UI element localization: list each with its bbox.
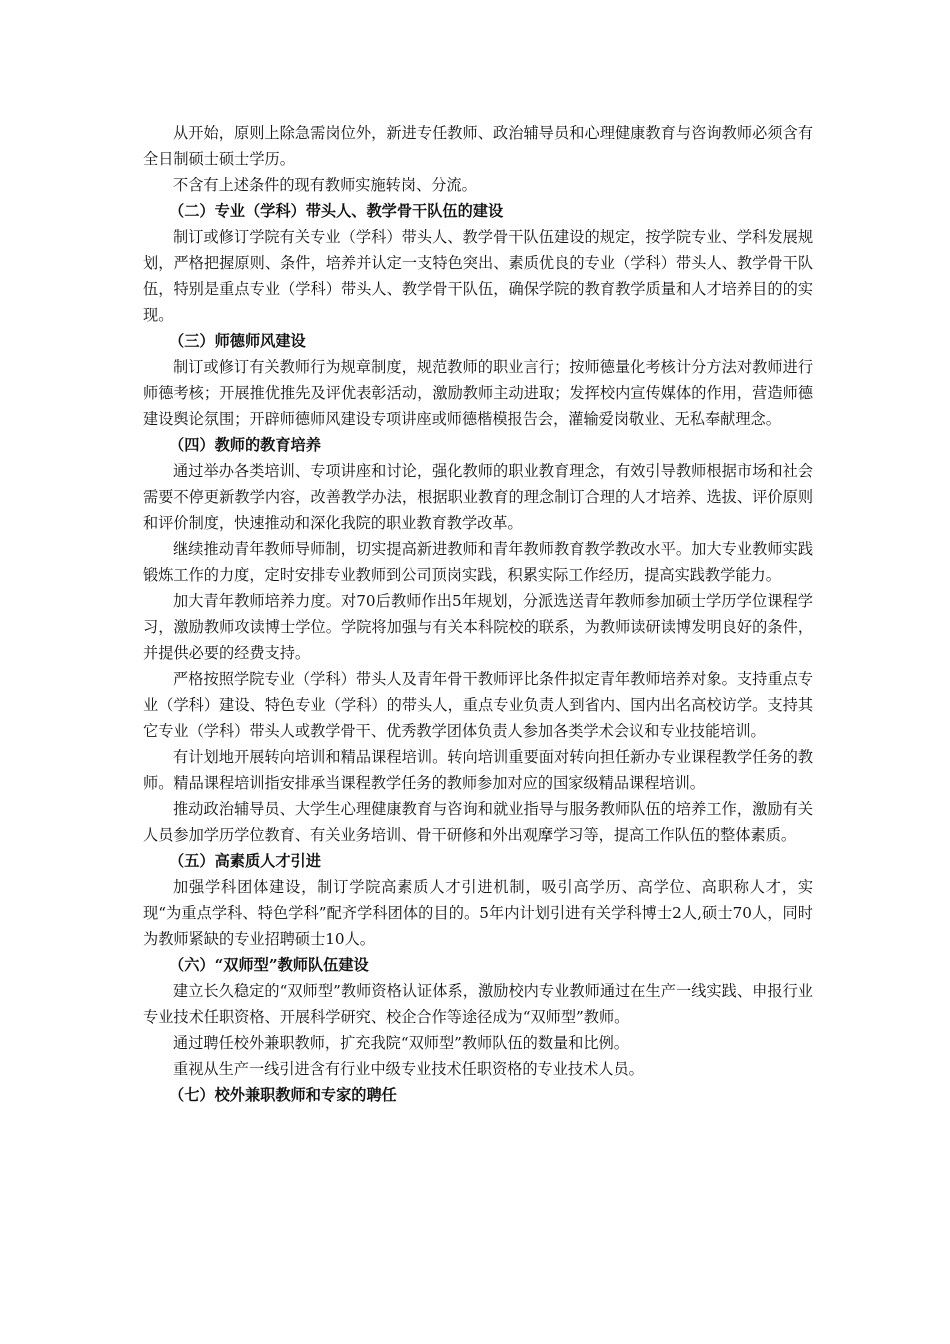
paragraph: 制订或修订学院有关专业（学科）带头人、教学骨干队伍建设的规定，按学院专业、学科发展规划，严格把握原则、条件，培养并认定一支特色突出、素质优良的专业（学科）带头人、教学骨干队伍，特别是重点专业（学科）带头人、教学骨干队伍，确保学院的教育教学质量和人才培养目的的实现。: [143, 228, 813, 324]
paragraph: 加强学科团体建设，制订学院高素质人才引进机制，吸引高学历、高学位、高职称人才，实现“为重点学科、特色学科”配齐学科团体的目的。5年内计划引进有关学科博士2人,硕士70人，同时为教师紧缺的专业招聘硕士10人。: [143, 878, 813, 948]
paragraph: 继续推动青年教师导师制，切实提高新进教师和青年教师教育教学教改水平。加大专业教师实践锻炼工作的力度，定时安排专业教师到公司顶岗实践，积累实际工作经历，提高实践教学能力。: [143, 540, 813, 584]
paragraph: 从开始，原则上除急需岗位外，新进专任教师、政治辅导员和心理健康教育与咨询教师必须含有全日制硕士硕士学历。: [143, 124, 813, 168]
paragraph: 加大青年教师培养力度。对70后教师作出5年规划，分派选送青年教师参加硕士学历学位课程学习，激励教师攻读博士学位。学院将加强与有关本科院校的联系，为教师读研读博发明良好的条件，并提供必要的经费支持。: [143, 592, 813, 662]
paragraph: 重视从生产一线引进含有行业中级专业技术任职资格的专业技术人员。: [173, 1060, 644, 1078]
document-page: [143, 120, 813, 1108]
section-heading: （四）教师的教育培养: [169, 436, 321, 454]
section-heading: （五）高素质人才引进: [169, 852, 321, 870]
paragraph: 通过聘任校外兼职教师，扩充我院“双师型”教师队伍的数量和比例。: [173, 1034, 629, 1052]
paragraph: 建立长久稳定的“双师型”教师资格认证体系，激励校内专业教师通过在生产一线实践、申报行业专业技术任职资格、开展科学研究、校企合作等途径成为“双师型”教师。: [143, 982, 813, 1026]
section-heading: （六）“双师型”教师队伍建设: [169, 956, 369, 974]
section-heading: （三）师德师风建设: [169, 332, 306, 350]
paragraph: 严格按照学院专业（学科）带头人及青年骨干教师评比条件拟定青年教师培养对象。支持重点专业（学科）建设、特色专业（学科）的带头人，重点专业负责人到省内、国内出名高校访学。支持其它专业（学科）带头人或教学骨干、优秀教学团体负责人参加各类学术会议和专业技能培训。: [143, 670, 813, 740]
paragraph: 制订或修订有关教师行为规章制度，规范教师的职业言行；按师德量化考核计分方法对教师进行师德考核；开展推优推先及评优表彰活动，激励教师主动进取；发挥校内宣传媒体的作用，营造师德建设舆论氛围；开辟师德师风建设专项讲座或师德楷模报告会，灌输爱岗敬业、无私奉献理念。: [143, 358, 813, 428]
paragraph: 通过举办各类培训、专项讲座和讨论，强化教师的职业教育理念，有效引导教师根据市场和社会需要不停更新教学内容，改善教学办法，根据职业教育的理念制订合理的人才培养、选拔、评价原则和评价制度，快速推动和深化我院的职业教育教学改革。: [143, 462, 813, 532]
paragraph: 有计划地开展转向培训和精品课程培训。转向培训重要面对转向担任新办专业课程教学任务的教师。精品课程培训指安排承当课程教学任务的教师参加对应的国家级精品课程培训。: [143, 748, 813, 792]
section-heading: （七）校外兼职教师和专家的聘任: [169, 1086, 397, 1104]
paragraph: 推动政治辅导员、大学生心理健康教育与咨询和就业指导与服务教师队伍的培养工作，激励有关人员参加学历学位教育、有关业务培训、骨干研修和外出观摩学习等，提高工作队伍的整体素质。: [143, 800, 813, 844]
section-heading: （二）专业（学科）带头人、教学骨干队伍的建设: [169, 202, 504, 220]
paragraph: 不含有上述条件的现有教师实施转岗、分流。: [173, 176, 477, 194]
